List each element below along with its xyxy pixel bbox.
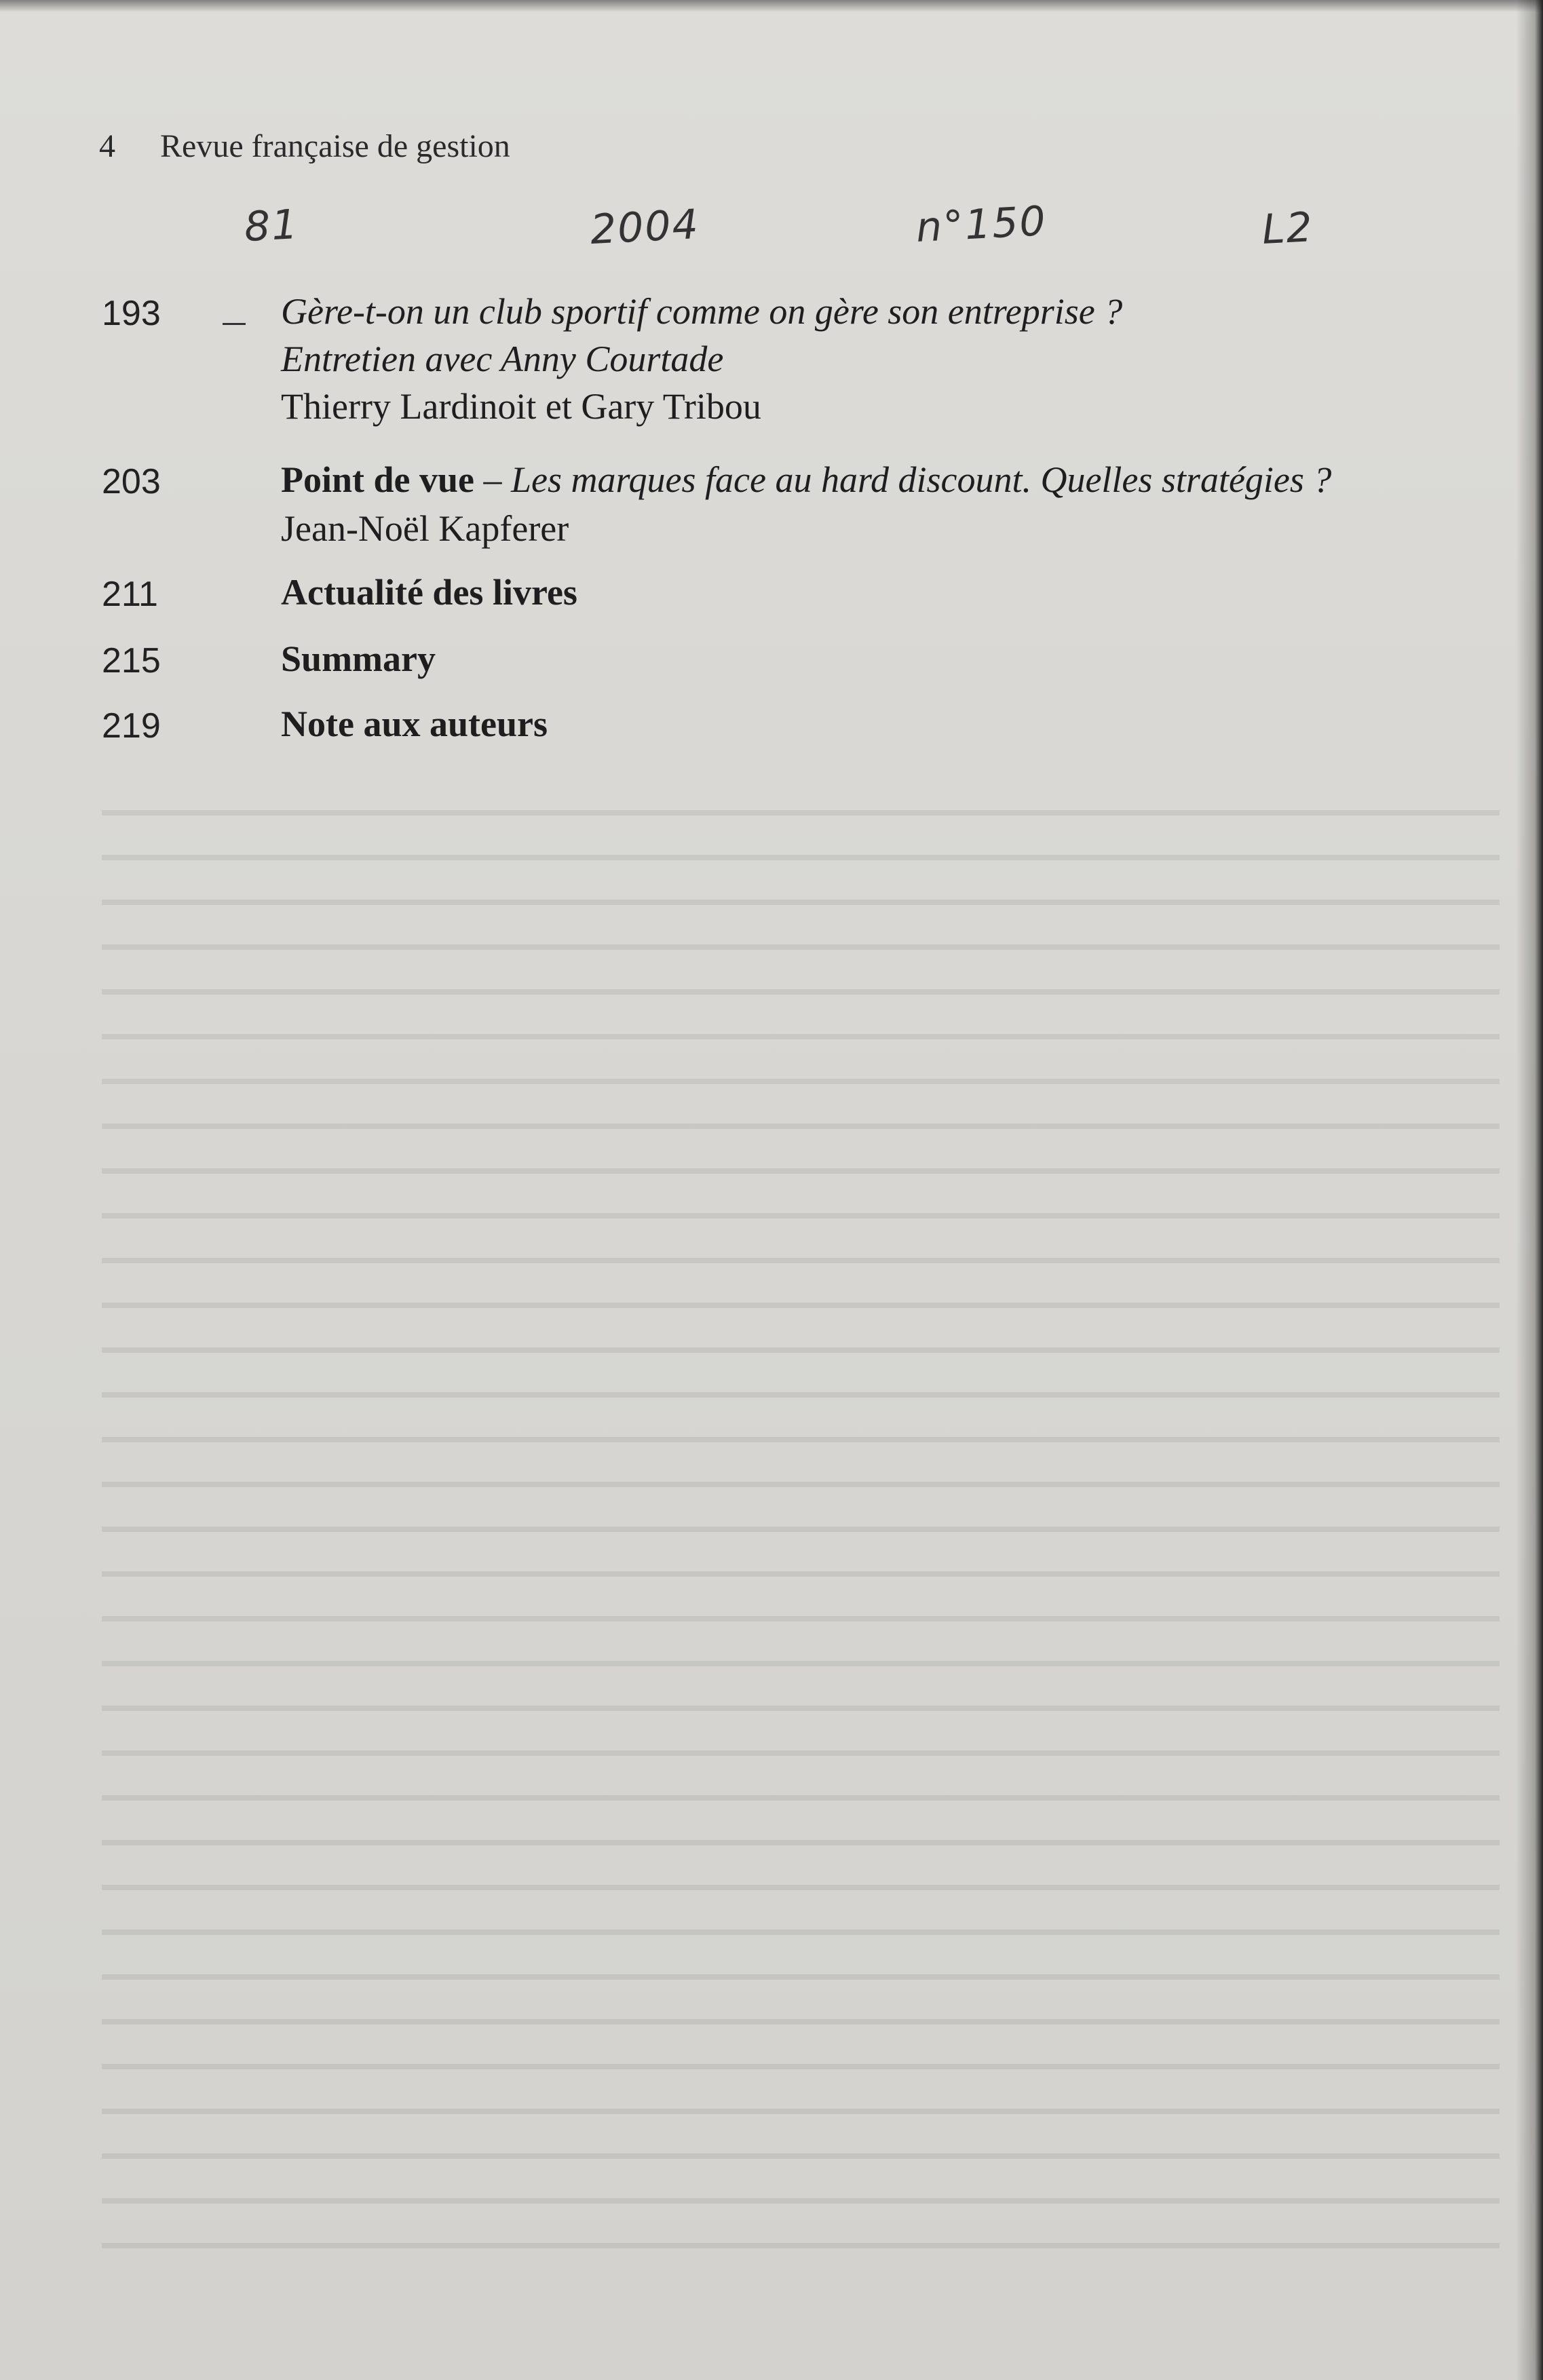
- show-through-text: [102, 780, 1500, 2273]
- handwritten-note: 81: [243, 200, 301, 252]
- toc-authors: Thierry Lardinoit et Gary Tribou: [281, 386, 761, 427]
- toc-subtitle: Entretien avec Anny Courtade: [281, 339, 724, 379]
- handwritten-annotations: [0, 197, 1543, 271]
- scan-edge-shadow: [1516, 0, 1543, 2380]
- toc-title-text: Les marques face au hard discount. Quelles stratégies ?: [511, 459, 1332, 500]
- page-number: 4: [99, 128, 115, 164]
- toc-page-number: 193: [102, 294, 161, 333]
- scan-top-shadow: [0, 0, 1543, 12]
- toc-page-number: 203: [102, 462, 161, 501]
- toc-title: Note aux auteurs: [281, 704, 548, 744]
- handwritten-note: n°150: [915, 197, 1048, 252]
- handwritten-note: L2: [1261, 204, 1315, 254]
- toc-title: Actualité des livres: [281, 572, 577, 613]
- toc-page-number: 211: [102, 575, 158, 614]
- toc-section-label: Point de vue: [281, 459, 475, 500]
- toc-authors: Jean-Noël Kapferer: [281, 508, 569, 549]
- running-head: [99, 128, 510, 165]
- toc-title: Gère-t-on un club sportif comme on gère son entreprise ?: [281, 291, 1123, 332]
- journal-title: Revue française de gestion: [160, 128, 510, 164]
- toc-separator: –: [474, 459, 512, 500]
- toc-title: [281, 459, 1331, 501]
- handwritten-note: 2004: [589, 200, 701, 254]
- toc-title: Summary: [281, 638, 436, 679]
- toc-page-number: 215: [102, 641, 161, 680]
- toc-page-number: 219: [102, 706, 161, 746]
